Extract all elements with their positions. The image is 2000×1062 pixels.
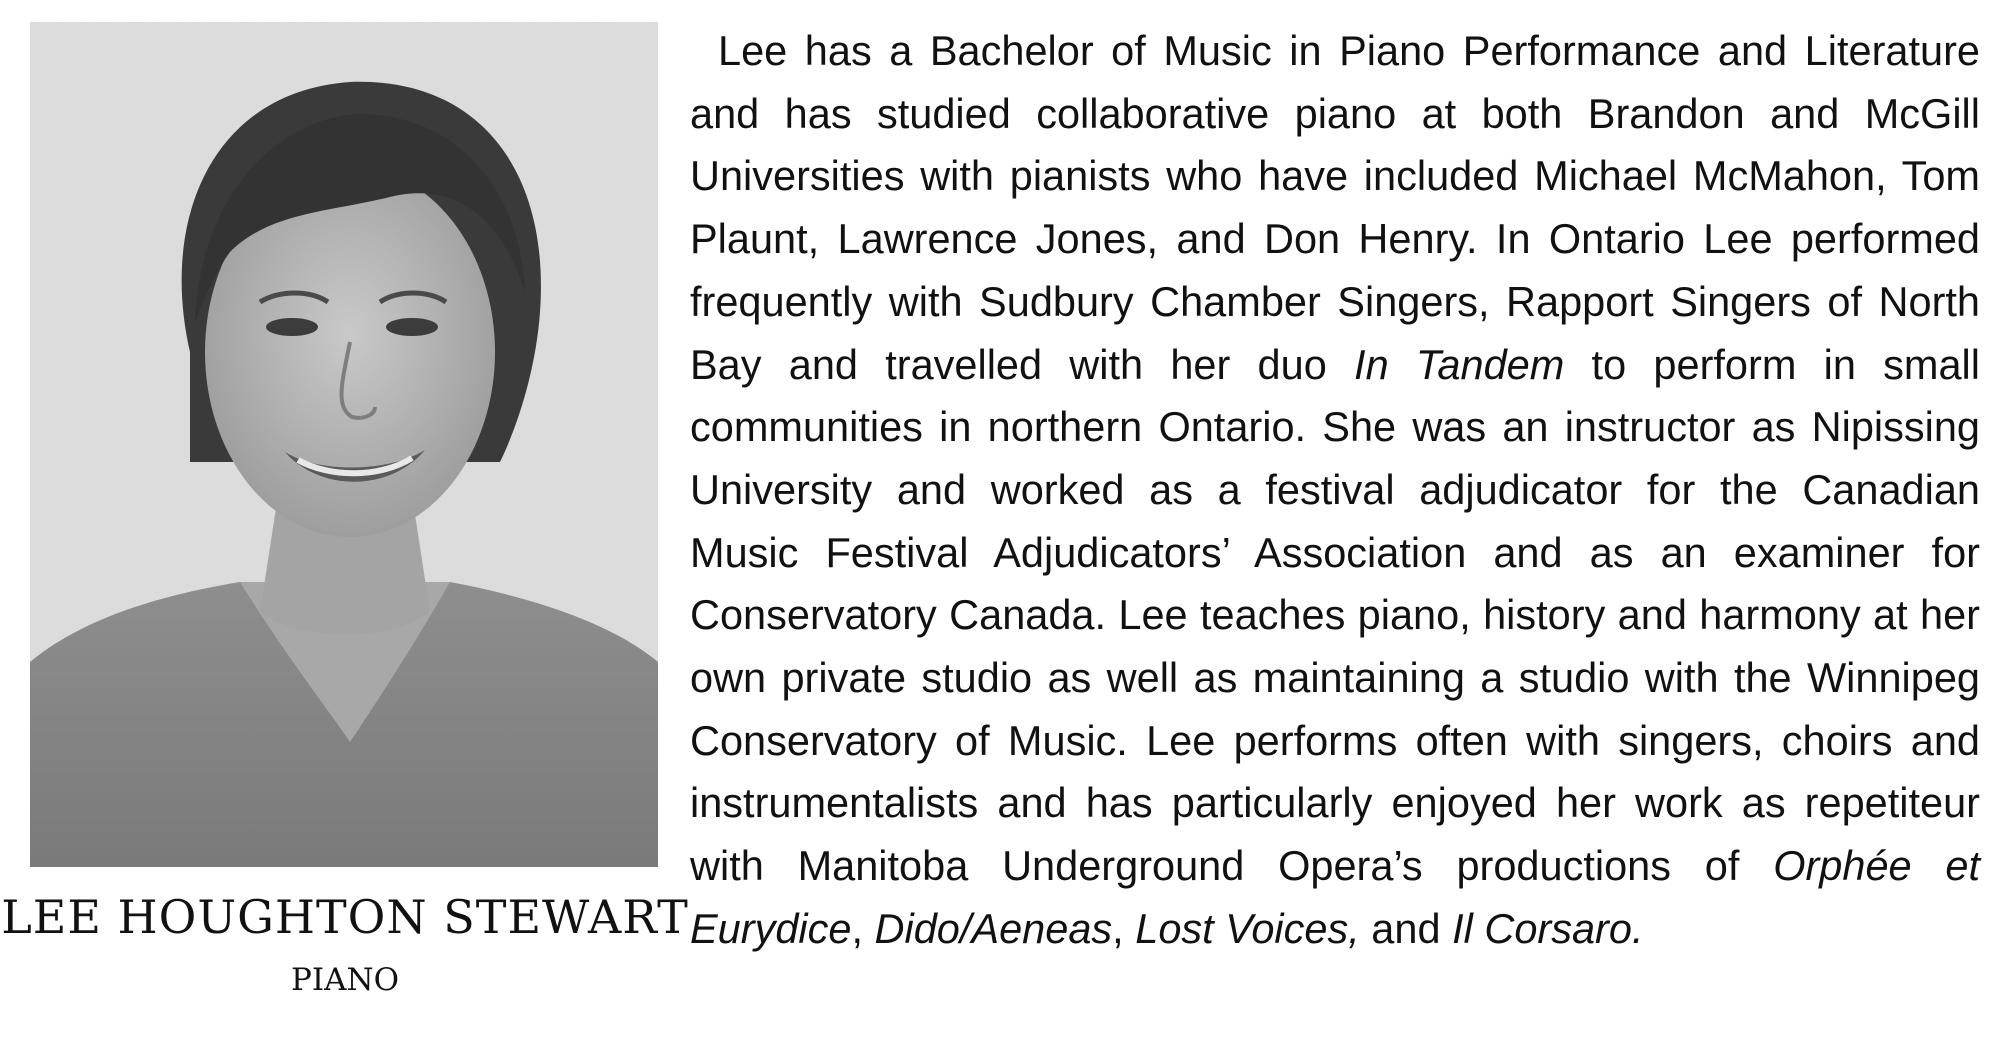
- production-title: Il Corsaro.: [1452, 904, 1644, 952]
- performer-photo: [30, 22, 658, 867]
- separator: ,: [851, 904, 875, 952]
- separator: ,: [1112, 904, 1136, 952]
- production-title: Lost Voices,: [1135, 904, 1360, 952]
- separator: and: [1359, 904, 1453, 952]
- performer-name: LEE HOUGHTON STEWART: [1, 890, 689, 944]
- production-title: Dido/Aeneas: [874, 904, 1113, 952]
- performer-instrument: PIANO: [290, 962, 400, 998]
- biography-paragraph: [690, 20, 1980, 961]
- production-title: Orphée et Eurydice: [690, 842, 1980, 952]
- bio-text-part-2: to perform in small communities in northern Ontario. She was an instructor as Nipissing University and worked as a festival adjudicator for the Canadian Music Festival Adjudicators’ Association and as an examiner for Conservatory Canada. Lee teaches piano, history and harmony at her own private studio as well as maintaining a studio with the Winnipeg Conservatory of Music. Lee performs often with singers, choirs and instrumentalists and has particularly enjoyed her work as repetiteur with Manitoba Underground Opera’s productions of: [690, 340, 1980, 890]
- duo-name: In Tandem: [1354, 340, 1565, 388]
- portrait-image: [30, 22, 658, 867]
- bio-text-part-1: Lee has a Bachelor of Music in Piano Performance and Literature and has studied collaborative piano at both Brandon and McGill Universities with pianists who have included Michael McMahon, Tom Plaunt, Lawrence Jones, and Don Henry. In Ontario Lee performed frequently with Sudbury Chamber Singers, Rapport Singers of North Bay and travelled with her duo: [690, 27, 1980, 388]
